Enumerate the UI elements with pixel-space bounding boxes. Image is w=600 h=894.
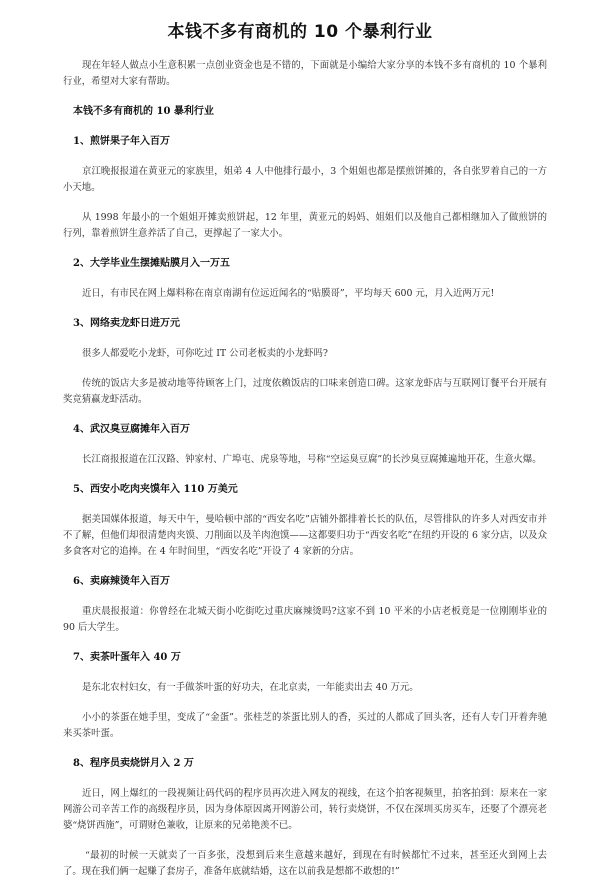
section-paragraph: 是东北农村妇女，有一手做茶叶蛋的好功夫，在北京卖，一年能卖出去 40 万元。 xyxy=(82,682,419,693)
section-paragraph: 近日，有市民在网上爆料称在南京南湖有位远近闻名的“贴膜哥”，平均每天 600 元，月入近两万元! xyxy=(82,288,495,299)
article-body xyxy=(63,58,547,894)
section-paragraph: 传统的饭店大多是被动地等待顾客上门，过度依赖饭店的口味来创造口碑。这家龙虾店与互联网订餐平台开展有奖竞猜赢龙虾活动。 xyxy=(63,378,547,405)
intro-paragraph: 现在年轻人做点小生意积累一点创业资金也是不错的，下面就是小编给大家分享的本钱不多有商机的 10 个暴利行业，希望对大家有帮助。 xyxy=(63,60,547,87)
section-paragraph: 近日，网上爆红的一段视频让码代码的程序员再次进入网友的视线，在这个拍客视频里，拍客拍到：原来在一家网游公司辛苦工作的高级程序员，因为身体原因离开网游公司，转行卖烧饼，不仅在深圳买房买车，还娶了个漂亮老婆“烧饼西施”，可谓财色兼收，让原来的兄弟艳羡不已。 xyxy=(63,788,547,831)
section-paragraph: 京江晚报报道在黄亚元的家族里，姐弟 4 人中他排行最小，3 个姐姐也都是摆煎饼摊的，各自张罗着自己的一方小天地。 xyxy=(63,166,547,193)
section-heading: 3、网络卖龙虾日进万元 xyxy=(73,318,180,329)
section-heading: 4、武汉臭豆腐摊年入百万 xyxy=(73,424,190,435)
section-paragraph: 长江商报报道在江汉路、钟家村、广埠屯、虎泉等地，号称“空运臭豆腐”的长沙臭豆腐摊遍地开花，生意火爆。 xyxy=(82,454,542,465)
section-heading: 5、西安小吃肉夹馍年入 110 万美元 xyxy=(73,484,238,495)
section-heading: 1、煎饼果子年入百万 xyxy=(73,136,170,147)
article-subtitle: 本钱不多有商机的 10 暴利行业 xyxy=(73,106,214,117)
section-heading: 2、大学毕业生摆摊贴膜月入一万五 xyxy=(73,258,230,269)
section-heading: 6、卖麻辣烫年入百万 xyxy=(73,576,170,587)
section-heading: 7、卖茶叶蛋年入 40 万 xyxy=(73,652,181,663)
section-paragraph: 据美国媒体报道，每天中午，曼哈顿中部的“西安名吃”店铺外都排着长长的队伍，尽管排队的许多人对西安市并不了解，但他们却很清楚肉夹馍、刀削面以及羊肉泡馍——这都要归功于“西安名吃”在纽约开设的 6 家分店，以及众多食客对它的追捧。在 4 年时间里，“西安名吃”开设了 4 家新的分店。 xyxy=(63,514,547,557)
section-paragraph: 重庆晨报报道：你曾经在北城天街小吃街吃过重庆麻辣烫吗?这家不到 10 平米的小店老板竟是一位刚刚毕业的 90 后大学生。 xyxy=(63,606,547,633)
article-title: 本钱不多有商机的 10 个暴利行业 xyxy=(167,22,433,42)
section-paragraph: 从 1998 年最小的一个姐姐开摊卖煎饼起，12 年里，黄亚元的妈妈、姐姐们以及他自己都相继加入了做煎饼的行列，靠着煎饼生意养活了自己，更撑起了一家大小。 xyxy=(63,212,547,239)
quote-paragraph: “最初的时候一天就卖了一百多张，没想到后来生意越来越好，到现在有时候都忙不过来，甚至还火到网上去了。现在我们俩一起赚了套房子，准备年底就结婚，这在以前我是想都不敢想的!” xyxy=(63,850,547,877)
section-paragraph: 小小的茶蛋在她手里，变成了“金蛋”。张桂芝的茶蛋比别人的香，买过的人都成了回头客，还有人专门开着奔驰来买茶叶蛋。 xyxy=(63,712,547,739)
section-paragraph: 很多人都爱吃小龙虾，可你吃过 IT 公司老板卖的小龙虾吗? xyxy=(82,348,328,359)
section-heading: 8、程序员卖烧饼月入 2 万 xyxy=(73,758,194,769)
